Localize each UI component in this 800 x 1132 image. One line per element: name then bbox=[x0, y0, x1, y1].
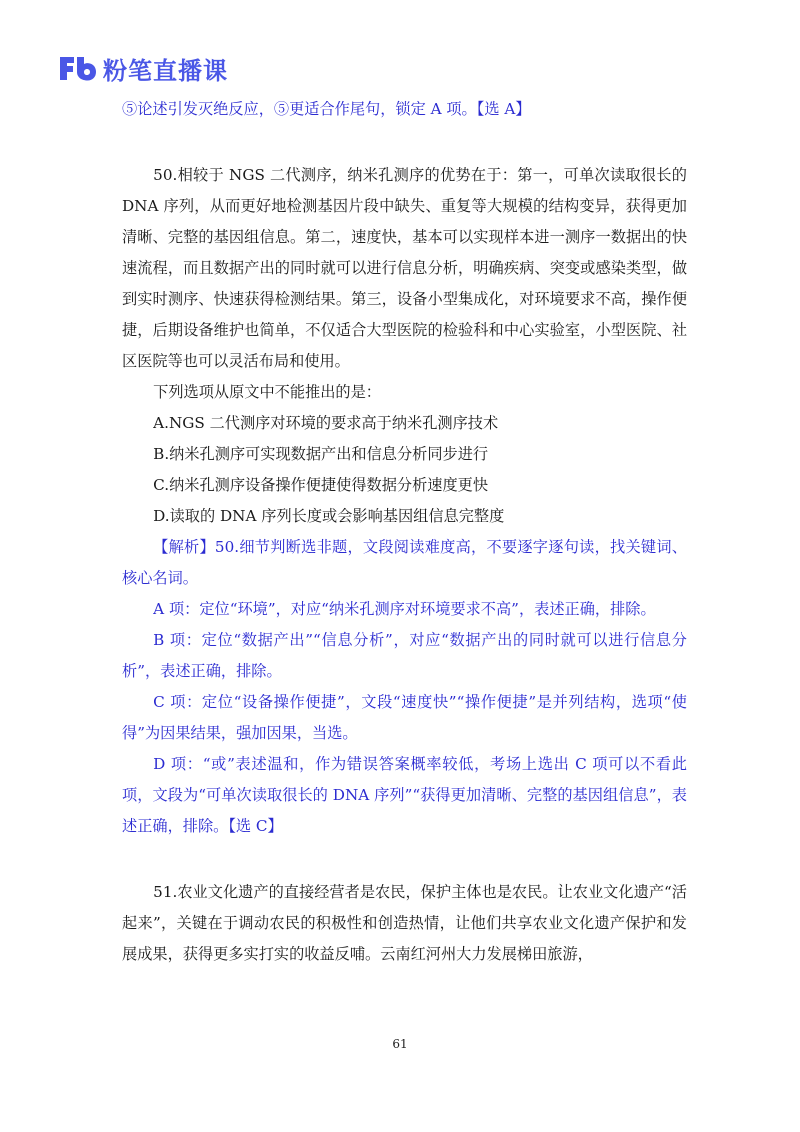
fb-logo-icon bbox=[57, 53, 97, 83]
q50-analysis-b: B 项：定位“数据产出”“信息分析”，对应“数据产出的同时就可以进行信息分析”，表述正确，排除。 bbox=[122, 631, 687, 680]
q51-passage: 51.农业文化遗产的直接经营者是农民，保护主体也是农民。让农业文化遗产“活起来”，关键在于调动农民的积极性和创造热情，让他们共享农业文化遗产保护和发展成果，获得更多实打实的收益反哺。云南红河州大力发展梯田旅游， bbox=[122, 883, 687, 963]
q50-passage: 50.相较于 NGS 二代测序，纳米孔测序的优势在于：第一，可单次读取很长的 DNA 序列，从而更好地检测基因片段中缺失、重复等大规模的结构变异，获得更加清晰、完整的基因组信息。第二，速度快，基本可以实现样本进一测序一数据出的快速流程，而且数据产出的同时就可以进行信息分析，明确疾病、突变或感染类型，做到实时测序、快速获得检测结果。第三，设备小型集成化，对环境要求不高，操作便捷，后期设备维护也简单，不仅适合大型医院的检验科和中心实验室，小型医院、社区医院等也可以灵活布局和使用。 bbox=[122, 166, 687, 370]
page-header bbox=[57, 50, 228, 86]
section-gap bbox=[122, 842, 687, 877]
q49-answer-tail: ⑤论述引发灭绝反应，⑤更适合作尾句，锁定 A 项。【选 A】 bbox=[122, 100, 531, 118]
section-gap bbox=[122, 125, 687, 160]
document-body bbox=[122, 94, 687, 970]
q50-analysis-c: C 项：定位“设备操作便捷”，文段“速度快”“操作便捷”是并列结构，选项“使得”为因果结果，强加因果，当选。 bbox=[122, 693, 687, 742]
q50-option-b: B.纳米孔测序可实现数据产出和信息分析同步进行 bbox=[153, 445, 489, 463]
brand-name: 粉笔直播课 bbox=[103, 56, 228, 85]
q50-analysis-intro: 【解析】50.细节判断选非题，文段阅读难度高，不要逐字逐句读，找关键词、核心名词。 bbox=[122, 538, 687, 587]
q50-option-c: C.纳米孔测序设备操作便捷使得数据分析速度更快 bbox=[153, 476, 489, 494]
q50-question: 下列选项从原文中不能推出的是： bbox=[153, 383, 381, 401]
q50-option-d: D.读取的 DNA 序列长度或会影响基因组信息完整度 bbox=[153, 507, 505, 525]
q50-option-a: A.NGS 二代测序对环境的要求高于纳米孔测序技术 bbox=[153, 414, 499, 432]
page-number: 61 bbox=[392, 1037, 408, 1051]
q50-analysis-d: D 项：“或”表述温和，作为错误答案概率较低，考场上选出 C 项可以不看此项，文段为“可单次读取很长的 DNA 序列”“获得更加清晰、完整的基因组信息”，表述正确，排除。【选 C】 bbox=[122, 755, 687, 835]
q50-analysis-a: A 项：定位“环境”，对应“纳米孔测序对环境要求不高”，表述正确，排除。 bbox=[153, 600, 656, 618]
